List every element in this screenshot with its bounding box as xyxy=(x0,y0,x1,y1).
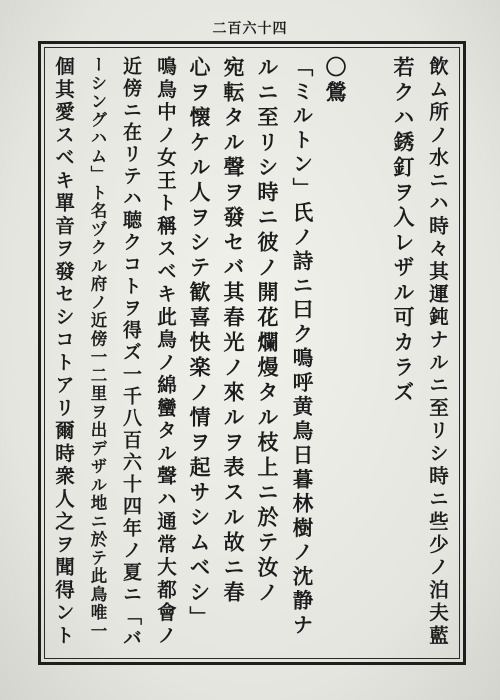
page-number-header: 二百六十四 xyxy=(212,21,288,37)
text-column-6: ルニ至リシ時ニ彼ノ開花爛熳タル枝上ニ於テ汝ノ xyxy=(255,56,280,606)
text-column-8: 心ヲ懐ケル人ヲシテ歓喜快楽ノ情ヲ起サシムベシ」 xyxy=(187,56,212,631)
text-column-3 xyxy=(354,56,384,652)
text-column-2: 若クハ銹釘ヲ入レザル可カラズ xyxy=(391,56,416,406)
text-column-11: ーシングハム」ト名ヅクル府ノ近傍一二里ヲ出デザル地ニ於テ此鳥唯一 xyxy=(88,56,107,640)
text-column-10: 近傍ニ在リテハ聴クコトヲ得ズ一千八百六十四年ノ夏ニ「バ xyxy=(120,56,142,650)
vertical-text-body xyxy=(52,56,452,652)
text-column-12: 個其愛スベキ單音ヲ發セシコトアリ爾時衆人之ヲ聞得ント xyxy=(52,56,75,648)
section-heading: 〇鶯 xyxy=(323,56,348,106)
text-column-5: 「ミルトン」氏ノ詩ニ曰ク鳴呼黄鳥日暮林樹ノ沈静ナ xyxy=(289,56,313,638)
text-column-7: 宛転タル聲ヲ發セバ其春光ノ來ルヲ表スル故ニ春 xyxy=(221,56,246,606)
text-column-9: 鳴鳥中ノ女王ト稱スベキ此鳥ノ綿蠻タル聲ハ通常大都會ノ xyxy=(154,56,177,648)
text-column-1: 飲ム所ノ水ニハ時々其運鈍ナルニ至リシ時ニ些少ノ泊夫藍 xyxy=(426,56,449,648)
